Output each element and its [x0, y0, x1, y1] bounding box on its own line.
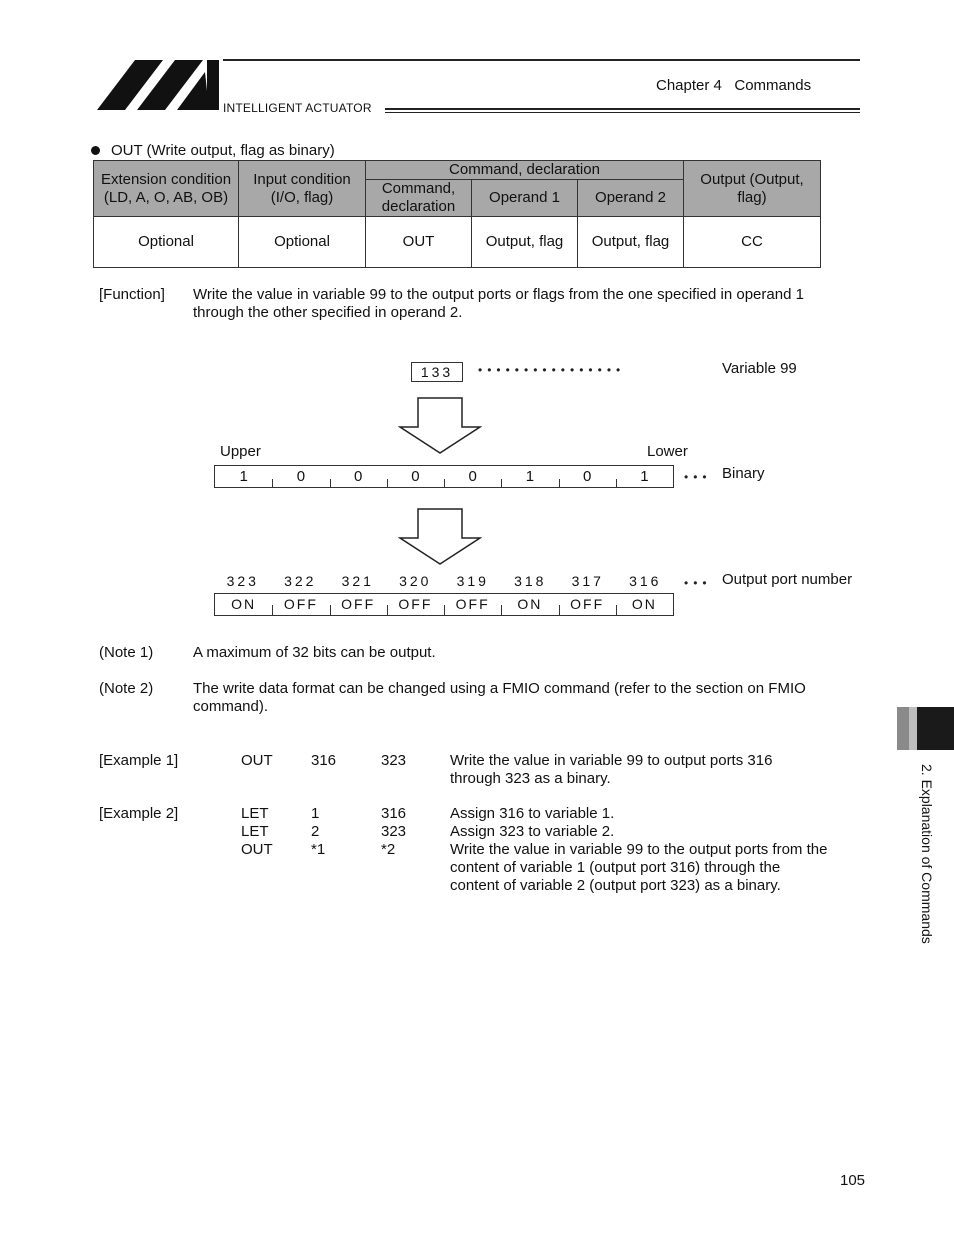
example2-row3-description: Write the value in variable 99 to the output ports from the content of variable 1 (output port 316) through the content of variable 2 (output port 323) as a binary. — [450, 841, 828, 894]
header-operand1: Operand 1 — [472, 180, 578, 217]
bit-cell: 0 — [444, 466, 501, 487]
bit-cell: 1 — [239, 468, 248, 485]
header-rule-bottom — [385, 108, 860, 110]
upper-label: Upper — [220, 443, 261, 460]
example2-row2-description: Assign 323 to variable 2. — [450, 823, 615, 840]
cell-extension: Optional — [94, 217, 239, 268]
port-state: OFF — [387, 594, 444, 615]
port-number: 320 — [399, 573, 432, 589]
port-number: 318 — [514, 573, 547, 589]
port-state: ON — [231, 596, 257, 612]
example2-label: [Example 2] — [99, 805, 179, 822]
header-output: Output (Output, flag) — [684, 161, 821, 217]
example2-row1-description: Assign 316 to variable 1. — [450, 805, 615, 822]
port-number: 316 — [629, 573, 662, 589]
side-tab-marker — [897, 707, 909, 750]
example2-row2-operand2: 323 — [381, 823, 407, 840]
port-state: ON — [616, 594, 673, 615]
iai-logo — [97, 58, 222, 112]
binary-bits — [214, 465, 674, 488]
port-number-label: Output port number — [722, 571, 853, 588]
bullet-icon — [91, 146, 100, 155]
arrow-down-icon — [398, 397, 482, 455]
header-extension: Extension condition (LD, A, O, AB, OB) — [94, 161, 239, 217]
cell-output: CC — [684, 217, 821, 268]
header-operand2: Operand 2 — [578, 180, 684, 217]
note1-text: A maximum of 32 bits can be output. — [193, 644, 436, 661]
note1-label: (Note 1) — [99, 644, 154, 661]
example2-row3-command: OUT — [241, 841, 273, 858]
port-state: OFF — [330, 594, 387, 615]
header-rule-bottom-thin — [385, 112, 860, 113]
dotted-leader: ••• — [684, 576, 712, 590]
bit-cell: 1 — [616, 466, 673, 487]
port-numbers — [214, 573, 674, 589]
example2-row1-operand1: 1 — [311, 805, 320, 822]
bit-cell: 0 — [559, 466, 616, 487]
lower-label: Lower — [647, 443, 688, 460]
note2-text: The write data format can be changed using a FMIO command (refer to the section on FMIO command). — [193, 680, 806, 715]
port-state: OFF — [272, 594, 329, 615]
cell-operand1: Output, flag — [472, 217, 578, 268]
dotted-leader: ••• — [684, 470, 712, 484]
example1-label: [Example 1] — [99, 752, 179, 769]
chapter-heading: Chapter 4 Commands — [656, 77, 812, 94]
bit-cell: 0 — [272, 466, 329, 487]
example1-operand1: 316 — [311, 752, 337, 769]
variable-label: Variable 99 — [722, 360, 797, 377]
example2-row1-command: LET — [241, 805, 269, 822]
command-table — [93, 160, 821, 268]
cell-operand2: Output, flag — [578, 217, 684, 268]
port-number: 322 — [284, 573, 317, 589]
arrow-down-icon — [398, 508, 482, 566]
function-label: [Function] — [99, 286, 165, 303]
cell-input: Optional — [239, 217, 366, 268]
port-state: OFF — [444, 594, 501, 615]
header-command: Command, declaration — [366, 180, 472, 217]
header-command-group: Command, declaration — [366, 161, 684, 180]
port-states — [214, 593, 674, 616]
port-number: 317 — [571, 573, 604, 589]
bit-cell: 0 — [387, 466, 444, 487]
example1-description: Write the value in variable 99 to output ports 316 through 323 as a binary. — [450, 752, 773, 787]
example2-row1-operand2: 316 — [381, 805, 407, 822]
bit-cell: 0 — [330, 466, 387, 487]
page-number: 105 — [840, 1172, 866, 1189]
example2-row2-command: LET — [241, 823, 269, 840]
port-number: 319 — [456, 573, 489, 589]
example1-command: OUT — [241, 752, 273, 769]
variable-value-box: 133 — [411, 362, 463, 382]
note2-label: (Note 2) — [99, 680, 154, 697]
cell-command: OUT — [366, 217, 472, 268]
side-tab-marker — [909, 707, 917, 750]
header-input: Input condition (I/O, flag) — [239, 161, 366, 217]
bit-cell: 1 — [501, 466, 558, 487]
example1-operand2: 323 — [381, 752, 407, 769]
example2-row3-operand1: *1 — [311, 841, 326, 858]
dotted-leader: •••••••••••••••• — [478, 363, 626, 377]
example2-row2-operand1: 2 — [311, 823, 320, 840]
binary-label: Binary — [722, 465, 765, 482]
brand-name: INTELLIGENT ACTUATOR — [223, 101, 372, 115]
side-tab-marker — [917, 707, 954, 750]
section-title: OUT (Write output, flag as binary) — [111, 142, 335, 159]
port-number: 323 — [226, 573, 259, 589]
function-text: Write the value in variable 99 to the output ports or flags from the one specified in operand 1 through the other specified in operand 2. — [193, 286, 804, 321]
side-tab-label: 2. Explanation of Commands — [919, 764, 935, 944]
port-state: ON — [501, 594, 558, 615]
port-number: 321 — [341, 573, 374, 589]
header-rule-top — [223, 59, 860, 61]
port-state: OFF — [559, 594, 616, 615]
example2-row3-operand2: *2 — [381, 841, 396, 858]
